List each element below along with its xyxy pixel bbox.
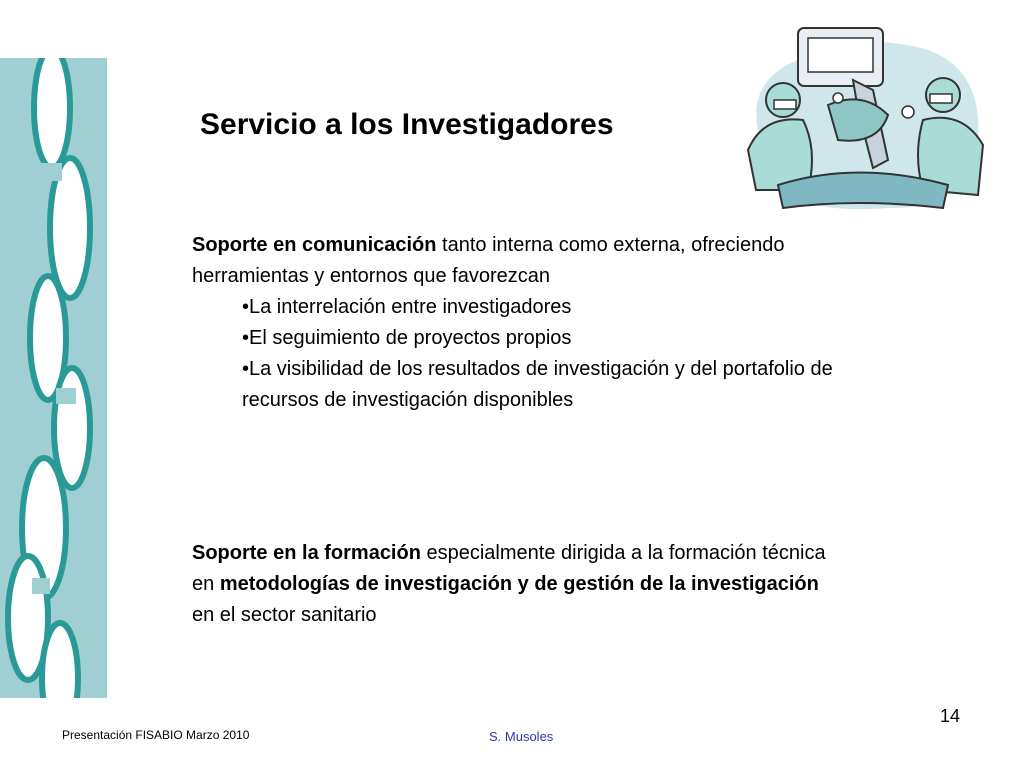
bullet-item: •La visibilidad de los resultados de investigación y del portafolio de recursos de investigación disponibles	[242, 358, 833, 411]
communication-bullet-list	[192, 292, 842, 416]
slide-title: Servicio a los Investigadores	[200, 108, 614, 141]
surgeons-icon	[738, 20, 988, 215]
training-sector-text: en el sector sanitario	[192, 604, 377, 626]
bullet-item: •El seguimiento de proyectos propios	[242, 327, 572, 349]
communication-support-text: tanto interna como externa, ofreciendo herramientas y entornos que favorezcan	[192, 234, 785, 287]
page-number: 14	[940, 706, 961, 726]
chain-links-icon	[0, 58, 107, 698]
communication-support-heading: Soporte en comunicación	[192, 234, 437, 256]
bullet-item: •La interrelación entre investigadores	[242, 296, 572, 318]
training-support-heading: Soporte en la formación	[192, 542, 421, 564]
footer-author: S. Musoles	[489, 729, 554, 744]
surgeons-operating-clipart	[738, 20, 988, 215]
chain-links-decoration	[0, 58, 107, 698]
training-methodologies-text: metodologías de investigación y de gestión de la investigación	[219, 573, 819, 595]
footer-presentation-label: Presentación FISABIO Marzo 2010	[62, 728, 250, 742]
communication-support-paragraph	[192, 230, 842, 416]
training-support-text: especialmente dirigida a la formación técnica en	[192, 542, 826, 595]
training-support-paragraph	[192, 538, 842, 631]
